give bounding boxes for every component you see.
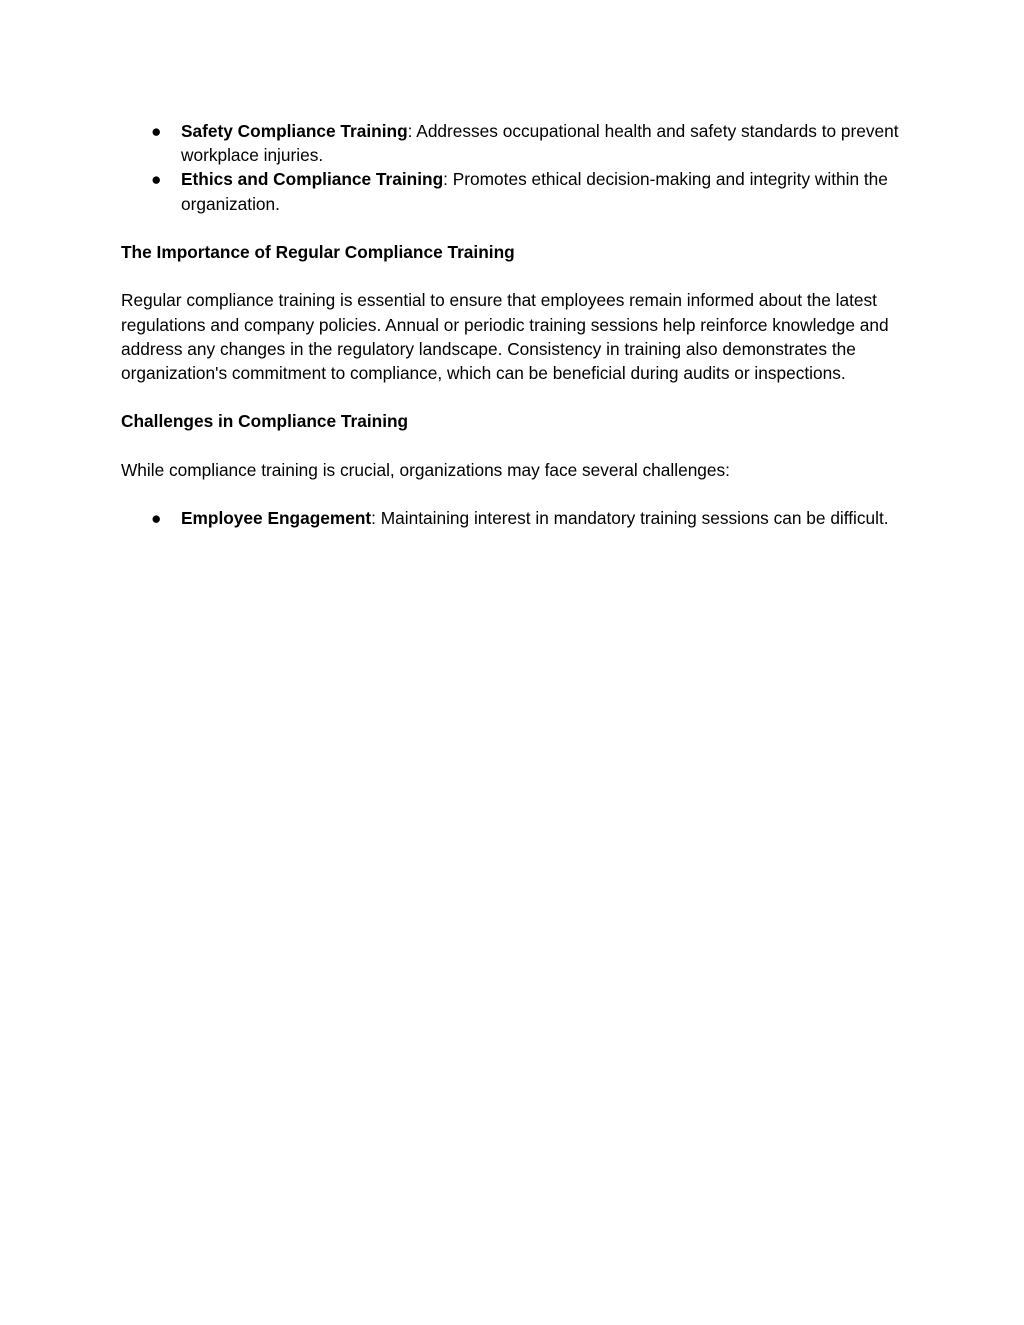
paragraph-challenges-intro: While compliance training is crucial, organizations may face several challenges: (121, 459, 730, 480)
paragraph-importance: Regular compliance training is essential to ensure that employees remain informed about the latest regulations and company policies. Annual or periodic training sessions help reinforce knowledge and address any changes in the regulatory landscape. Consistency in training also demonstrates the organization's commitment to compliance, which can be beneficial during audits or inspections. (121, 290, 889, 383)
bullet-icon: ● (151, 508, 162, 529)
bullet-icon: ● (151, 169, 162, 190)
list-item (121, 119, 911, 167)
list-item-description: : Maintaining interest in mandatory training sessions can be difficult. (371, 508, 889, 529)
bullet-icon: ● (151, 121, 162, 141)
list-item (121, 506, 911, 530)
list-item-description: : Promotes ethical decision-making and integrity within the organization. (181, 169, 888, 214)
document-body (121, 119, 911, 530)
list-item (121, 167, 911, 215)
list-item-term: Safety Compliance Training (181, 121, 408, 141)
section-heading-importance: The Importance of Regular Compliance Training (121, 242, 515, 262)
list-item-term: Ethics and Compliance Training (181, 169, 444, 190)
challenges-list (121, 506, 911, 530)
list-item-description: : Addresses occupational health and safety standards to prevent workplace injuries. (181, 121, 899, 166)
section-heading-challenges: Challenges in Compliance Training (121, 411, 409, 432)
list-item-term: Employee Engagement (181, 508, 372, 529)
training-types-list (121, 119, 911, 216)
